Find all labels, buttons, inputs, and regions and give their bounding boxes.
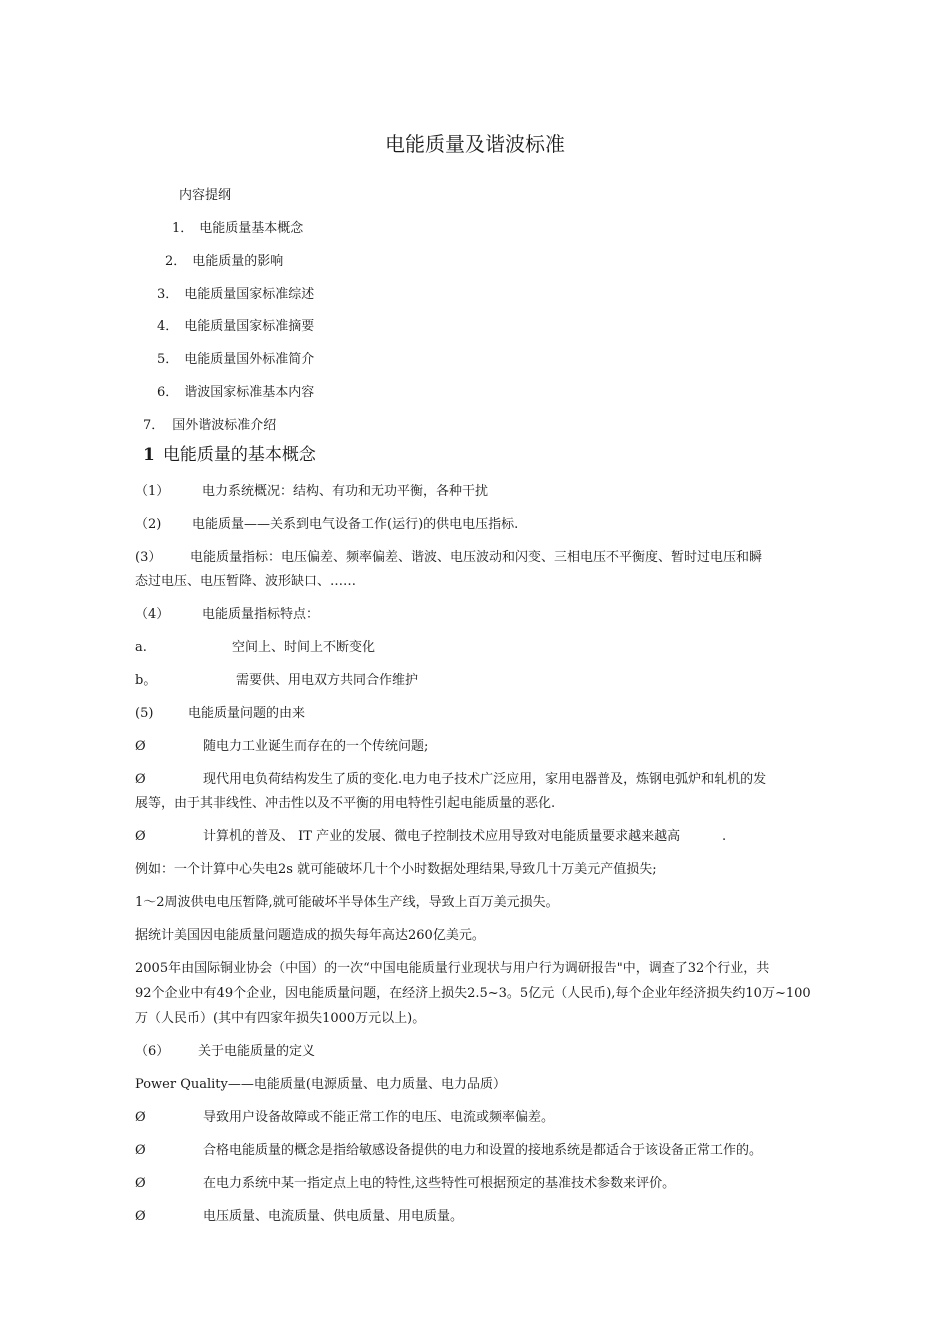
outline-item-text: 电能质量国家标准摘要: [184, 319, 315, 334]
item-label: (5): [135, 706, 154, 721]
outline-item-number: 1．: [172, 221, 194, 236]
subitem-text: 空间上、时间上不断变化: [232, 640, 376, 655]
bullet-text: 导致用户设备故障或不能正常工作的电压、电流或频率偏差。: [203, 1110, 555, 1125]
bullet-icon: Ø: [135, 829, 146, 844]
item-text: 电力系统概况：结构、有功和无功平衡，各种干扰: [202, 484, 489, 499]
outline-item-number: 5．: [157, 352, 179, 367]
bullet-icon: Ø: [135, 772, 146, 787]
outline-item-text: 电能质量国家标准综述: [184, 287, 315, 302]
power-quality-line: Power Quality——电能质量(电源质量、电力质量、电力品质）: [135, 1077, 506, 1092]
survey-line: 92个企业中有49个企业，因电能质量问题，在经济上损失2.5~3。5亿元（人民币),每个企业年经济损失约10万~100: [135, 986, 811, 1001]
item-text: 电能质量指标特点：: [202, 607, 320, 622]
item-label: （2): [135, 517, 162, 532]
item-text: 电能质量——关系到电气设备工作(运行)的供电电压指标.: [192, 517, 519, 532]
bullet-text: 在电力系统中某一指定点上电的特性,这些特性可根据预定的基准技术参数来评价。: [203, 1176, 676, 1191]
outline-item-4: [157, 318, 314, 336]
survey-line: 2005年由国际铜业协会（中国）的一次“中国电能质量行业现状与用户行为调研报告"中，调查了32个行业，共: [135, 961, 770, 976]
example-line: 1～2周波供电电压暂降,就可能破坏半导体生产线，导致上百万美元损失。: [135, 895, 559, 910]
subitem-text: 需要供、用电双方共同合作维护: [236, 673, 419, 688]
bullet-text: 随电力工业诞生而存在的一个传统问题;: [203, 739, 429, 754]
section-title: 电能质量的基本概念: [162, 445, 316, 465]
outline-item-5: [157, 351, 314, 369]
survey-line: 万（人民币）(其中有四家年损失1000万元以上)。: [135, 1011, 426, 1026]
bullet-text: 现代用电负荷结构发生了质的变化.电力电子技术广泛应用，家用电器普及，炼钢电弧炉和轧机的发: [203, 772, 767, 787]
outline-item-7: [143, 417, 276, 435]
outline-heading: 内容提纲: [179, 188, 232, 203]
document-title: 电能质量及谐波标准: [385, 132, 565, 156]
bullet-icon: Ø: [135, 1209, 146, 1224]
item-text: 电能质量问题的由来: [188, 706, 306, 721]
outline-item-text: 国外谐波标准介绍: [172, 418, 277, 433]
item-label: （6）: [135, 1044, 170, 1059]
outline-item-number: 3．: [157, 287, 179, 302]
outline-item-number: 6．: [157, 385, 179, 400]
bullet-text: 合格电能质量的概念是指给敏感设备提供的电力和设置的接地系统是都适合于该设备正常工作的。: [203, 1143, 763, 1158]
section-heading: [143, 443, 316, 467]
outline-item-6: [157, 384, 314, 402]
outline-item-text: 电能质量国外标准简介: [184, 352, 315, 367]
section-number: 1: [143, 445, 155, 465]
bullet-text: 电压质量、电流质量、供电质量、用电质量。: [203, 1209, 464, 1224]
outline-item-3: [157, 286, 314, 304]
item-label: (3）: [135, 550, 162, 565]
bullet-text-end: .: [722, 829, 727, 844]
bullet-text: 计算机的普及、 IT 产业的发展、微电子控制技术应用导致对电能质量要求越来越高: [203, 829, 681, 844]
bullet-icon: Ø: [135, 1110, 146, 1125]
outline-item-text: 谐波国家标准基本内容: [184, 385, 315, 400]
outline-item-1: [172, 220, 303, 238]
item-label: （4）: [135, 607, 170, 622]
subitem-label: a.: [135, 640, 147, 655]
example-line: 据统计美国因电能质量问题造成的损失每年高达260亿美元。: [135, 928, 485, 943]
outline-item-2: [165, 253, 283, 271]
item-text: 关于电能质量的定义: [198, 1044, 316, 1059]
example-line: 例如：一个计算中心失电2s 就可能破坏几十个小时数据处理结果,导致几十万美元产值损失;: [135, 862, 657, 877]
item-label: （1）: [135, 484, 170, 499]
bullet-icon: Ø: [135, 739, 146, 754]
outline-item-number: 2．: [165, 254, 187, 269]
item-text: 电能质量指标：电压偏差、频率偏差、谐波、电压波动和闪变、三相电压不平衡度、暂时过电压和瞬: [190, 550, 763, 565]
bullet-icon: Ø: [135, 1176, 146, 1191]
outline-item-number: 7．: [143, 418, 165, 433]
outline-item-text: 电能质量的影响: [192, 254, 284, 269]
bullet-text-continued: 展等，由于其非线性、冲击性以及不平衡的用电特性引起电能质量的恶化.: [135, 796, 556, 811]
outline-item-number: 4．: [157, 319, 179, 334]
bullet-icon: Ø: [135, 1143, 146, 1158]
item-text-continued: 态过电压、电压暂降、波形缺口、……: [135, 574, 357, 589]
outline-item-text: 电能质量基本概念: [199, 221, 304, 236]
subitem-label: b。: [135, 673, 157, 688]
